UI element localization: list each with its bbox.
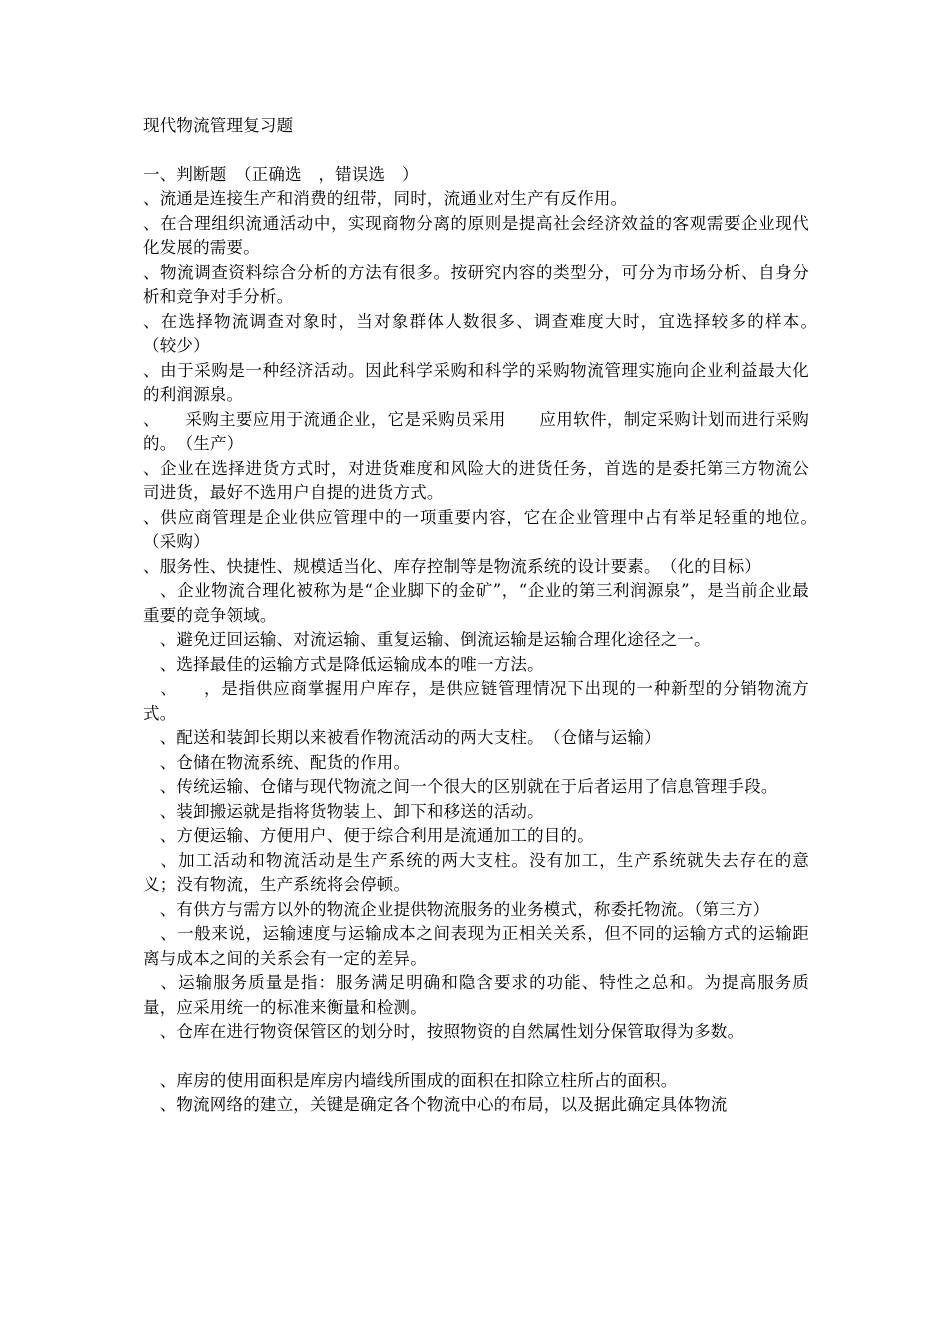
question-item: 、仓库在进行物资保管区的划分时，按照物资的自然属性划分保管取得为多数。 <box>143 1022 745 1041</box>
question-item: 、供应商管理是企业供应管理中的一项重要内容，它在企业管理中占有举足轻重的地位。 （采购） <box>143 507 826 551</box>
question-item: 、方便运输、方便用户、便于综合利用是流通加工的目的。 <box>143 826 594 845</box>
question-item: 、 采购主要应用于流通企业，它是采购员采用 应用软件，制定采购计划而进行采购的。 （生产） <box>143 409 809 453</box>
section-heading-true-false: 一、判断题 （正确选 ，错误选 ） <box>143 164 419 184</box>
question-item: 、仓储在物流系统、配货的作用。 <box>143 752 411 772</box>
question-item: 、物流调查资料综合分析的方法有很多。按研究内容的类型分，可分为市场分析、自身分析和竞争对手分析。 <box>143 262 809 306</box>
question-item: 、选择最佳的运输方式是降低运输成本的唯一方法。 <box>143 654 544 674</box>
question-item: 、有供方与需方以外的物流企业提供物流服务的业务模式，称委托物流。（第三方） <box>143 899 770 919</box>
question-item: 、在选择物流调查对象时，当对象群体人数很多、调查难度大时，宜选择较多的样本。 （较少） <box>143 311 826 355</box>
question-item: 、运输服务质量是指：服务满足明确和隐含要求的功能、特性之总和。为提高服务质量，应采用统一的标准来衡量和检测。 <box>143 973 809 1017</box>
question-item: 、由于采购是一种经济活动。因此科学采购和科学的采购物流管理实施向企业利益最大化的利润源泉。 <box>143 360 809 404</box>
question-item: 、在合理组织流通活动中，实现商物分离的原则是提高社会经济效益的客观需要企业现代化发展的需要。 <box>143 213 809 257</box>
question-item: 、传统运输、仓储与现代物流之间一个很大的区别就在于后者运用了信息管理手段。 <box>143 777 778 796</box>
document-body <box>143 114 826 1118</box>
question-item: 、 ，是指供应商掌握用户库存，是供应链管理情况下出现的一种新型的分销物流方式。 <box>143 679 809 723</box>
question-item: 、服务性、快捷性、规模适当化、库存控制等是物流系统的设计要素。 （化的目标） <box>143 556 762 576</box>
question-item: 、避免迂回运输、对流运输、重复运输、倒流运输是运输合理化途径之一。 <box>143 630 711 649</box>
question-item: 、装卸搬运就是指将货物装上、卸下和移送的活动。 <box>143 801 544 821</box>
question-item: 、加工活动和物流活动是生产系统的两大支柱。没有加工，生产系统就失去存在的意义；没有物流，生产系统将会停顿。 <box>143 850 809 894</box>
question-list <box>143 187 826 1118</box>
document-title: 现代物流管理复习题 <box>143 116 294 135</box>
question-item: 、一般来说，运输速度与运输成本之间表现为正相关关系，但不同的运输方式的运输距离与成本之间的关系会有一定的差异。 <box>143 924 809 968</box>
question-item: 、流通是连接生产和消费的纽带，同时，流通业对生产有反作用。 <box>143 189 628 208</box>
question-item: 、配送和装卸长期以来被看作物流活动的两大支柱。 （仓储与运输） <box>143 728 661 747</box>
question-item: 、物流网络的建立，关键是确定各个物流中心的布局，以及据此确定具体物流 <box>143 1095 728 1114</box>
question-item: 、企业在选择进货方式时，对进货难度和风险大的进货任务，首选的是委托第三方物流公司进货，最好不选用户自提的进货方式。 <box>143 458 809 502</box>
question-item: 、企业物流合理化被称为是“企业脚下的金矿”，“企业的第三利润源泉”，是当前企业最重要的竞争领域。 <box>143 581 809 625</box>
question-item: 、库房的使用面积是库房内墙线所围成的面积在扣除立柱所占的面积。 <box>143 1070 678 1090</box>
